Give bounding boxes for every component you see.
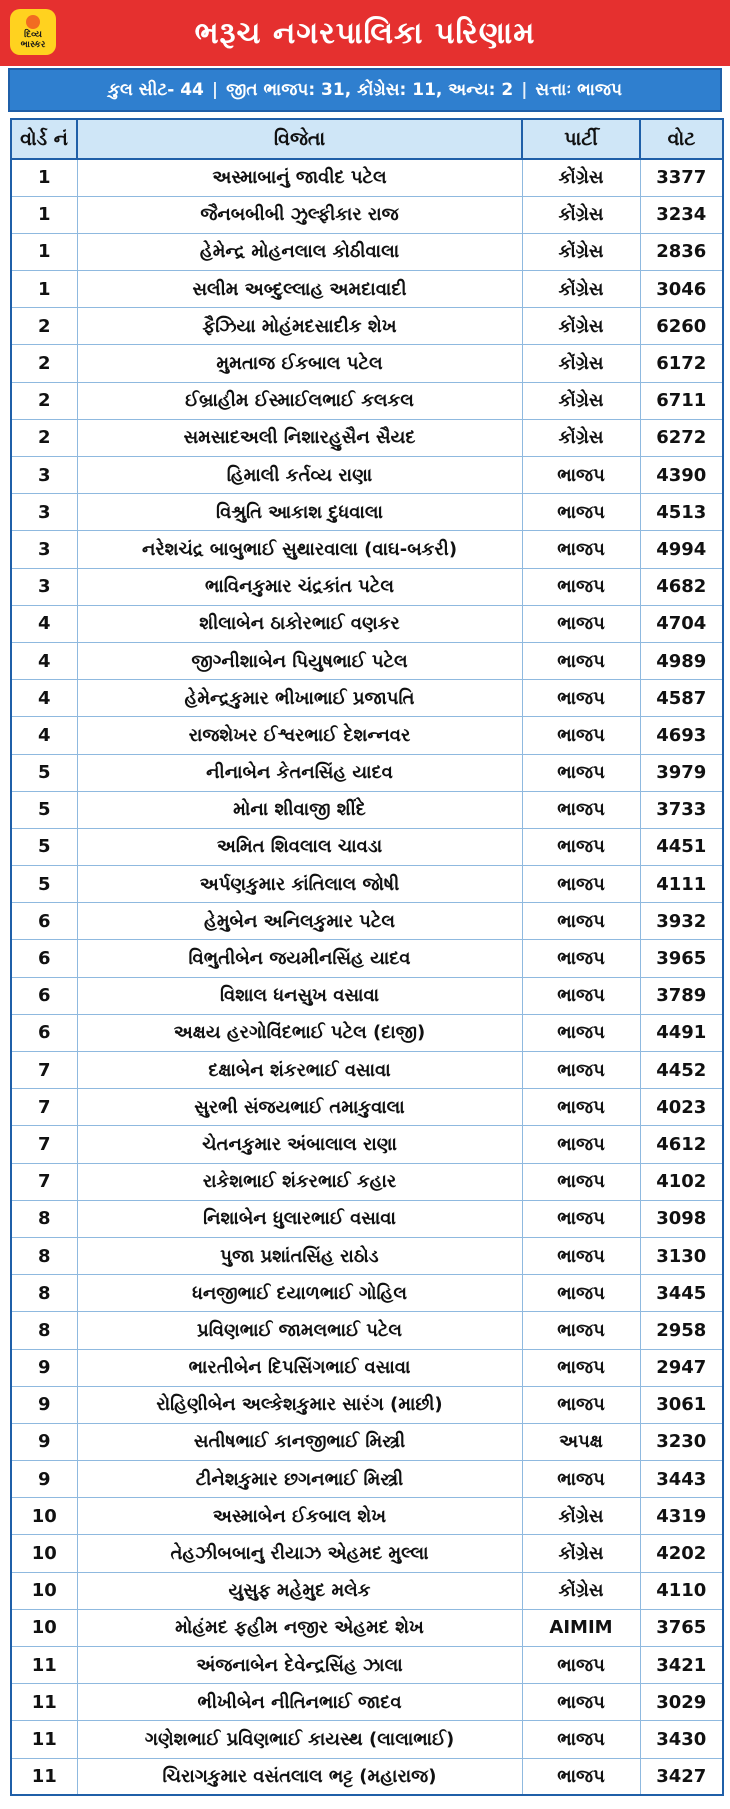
table-row [11, 828, 723, 865]
table-row [11, 1349, 723, 1386]
votes-cell: 4612 [640, 1126, 723, 1163]
winner-cell: ટીનેશકુમાર છગનભાઈ મિસ્ત્રી [77, 1461, 522, 1498]
table-row [11, 1609, 723, 1646]
winner-cell: અસ્માબાનું જાવીદ પટેલ [77, 159, 522, 196]
party-cell: ભાજપ [522, 903, 640, 940]
party-cell: AIMIM [522, 1609, 640, 1646]
winner-cell: ઈબ્રાહીમ ઈસ્માઈલભાઈ કલકલ [77, 382, 522, 419]
ward-cell: 10 [11, 1609, 77, 1646]
winner-cell: નીનાબેન કેતનસિંહ યાદવ [77, 754, 522, 791]
winner-cell: નિશાબેન ધુલારભાઈ વસાવા [77, 1200, 522, 1237]
party-cell: ભાજપ [522, 1312, 640, 1349]
table-row [11, 1163, 723, 1200]
party-cell: ભાજપ [522, 828, 640, 865]
party-cell: ભાજપ [522, 866, 640, 903]
ward-cell: 5 [11, 828, 77, 865]
ward-cell: 4 [11, 605, 77, 642]
ward-cell: 7 [11, 1126, 77, 1163]
table-row [11, 1461, 723, 1498]
winner-cell: દક્ષાબેન શંકરભાઈ વસાવા [77, 1052, 522, 1089]
winner-cell: હેમુબેન અનિલકુમાર પટેલ [77, 903, 522, 940]
table-row [11, 903, 723, 940]
table-row [11, 345, 723, 382]
table-row [11, 1312, 723, 1349]
party-cell: ભાજપ [522, 1237, 640, 1274]
table-row [11, 1089, 723, 1126]
summary-bar [8, 68, 722, 112]
winner-cell: રોહિણીબેન અલ્કેશકુમાર સારંગ (માછી) [77, 1386, 522, 1423]
column-header-party: પાર્ટી [522, 119, 640, 159]
party-cell: ભાજપ [522, 1349, 640, 1386]
winner-cell: ધનજીભાઈ દયાળભાઈ ગોહિલ [77, 1275, 522, 1312]
sun-icon [26, 15, 40, 29]
party-cell: ભાજપ [522, 1758, 640, 1795]
ward-cell: 10 [11, 1572, 77, 1609]
party-cell: કોંગ્રેસ [522, 308, 640, 345]
table-row [11, 1721, 723, 1758]
table-row [11, 494, 723, 531]
table-row [11, 866, 723, 903]
winner-cell: જીગ્નીશાબેન પિયુષભાઈ પટેલ [77, 642, 522, 679]
table-row [11, 159, 723, 196]
table-row [11, 531, 723, 568]
votes-cell: 4704 [640, 605, 723, 642]
winner-cell: અંજનાબેન દેવેન્દ્રસિંહ ઝાલા [77, 1647, 522, 1684]
ward-cell: 6 [11, 977, 77, 1014]
votes-cell: 4994 [640, 531, 723, 568]
party-cell: કોંગ્રેસ [522, 159, 640, 196]
party-wins: જીત ભાજપ: 31, કોંગ્રેસ: 11, અન્ય: 2 [226, 80, 514, 100]
table-row [11, 1535, 723, 1572]
table-row [11, 717, 723, 754]
party-cell: ભાજપ [522, 1275, 640, 1312]
ward-cell: 3 [11, 531, 77, 568]
winner-cell: સમસાદઅલી નિશારહુસૈન સૈયદ [77, 419, 522, 456]
table-row [11, 1052, 723, 1089]
votes-cell: 3377 [640, 159, 723, 196]
votes-cell: 3230 [640, 1423, 723, 1460]
ward-cell: 7 [11, 1089, 77, 1126]
party-cell: ભાજપ [522, 940, 640, 977]
ward-cell: 7 [11, 1052, 77, 1089]
party-cell: ભાજપ [522, 977, 640, 1014]
table-row [11, 1275, 723, 1312]
party-cell: ભાજપ [522, 717, 640, 754]
votes-cell: 2947 [640, 1349, 723, 1386]
ward-cell: 2 [11, 308, 77, 345]
ward-cell: 8 [11, 1237, 77, 1274]
winner-cell: ફૈઝિયા મોહંમદસાદીક શેખ [77, 308, 522, 345]
table-row [11, 1014, 723, 1051]
brand-logo [10, 9, 56, 55]
party-cell: ભાજપ [522, 568, 640, 605]
votes-cell: 3029 [640, 1684, 723, 1721]
party-cell: ભાજપ [522, 1461, 640, 1498]
ward-cell: 3 [11, 457, 77, 494]
winner-cell: રાકેશભાઈ શંકરભાઈ કહાર [77, 1163, 522, 1200]
logo-text-line2: ભાસ્કર [20, 39, 46, 50]
winner-cell: જૈનબબીબી ઝુલ્ફીકાર રાજ [77, 196, 522, 233]
winner-cell: સતીષભાઈ કાનજીભાઈ મિસ્ત્રી [77, 1423, 522, 1460]
ruling-party: સત્તાઃ ભાજપ [535, 80, 623, 100]
winner-cell: હિમાલી કર્તવ્ય રાણા [77, 457, 522, 494]
table-row [11, 791, 723, 828]
party-cell: ભાજપ [522, 680, 640, 717]
header-banner [0, 0, 730, 66]
votes-cell: 3061 [640, 1386, 723, 1423]
table-row [11, 1423, 723, 1460]
ward-cell: 11 [11, 1647, 77, 1684]
votes-cell: 4451 [640, 828, 723, 865]
ward-cell: 10 [11, 1498, 77, 1535]
ward-cell: 9 [11, 1386, 77, 1423]
votes-cell: 3733 [640, 791, 723, 828]
total-seats: કુલ સીટ- 44 [107, 80, 204, 100]
winner-cell: શીલાબેન ઠાકોરભાઈ વણકર [77, 605, 522, 642]
votes-cell: 3765 [640, 1609, 723, 1646]
party-cell: અપક્ષ [522, 1423, 640, 1460]
table-row [11, 457, 723, 494]
votes-cell: 3965 [640, 940, 723, 977]
ward-cell: 8 [11, 1275, 77, 1312]
ward-cell: 10 [11, 1535, 77, 1572]
votes-cell: 6711 [640, 382, 723, 419]
table-row [11, 419, 723, 456]
party-cell: ભાજપ [522, 791, 640, 828]
votes-cell: 4587 [640, 680, 723, 717]
ward-cell: 1 [11, 196, 77, 233]
winner-cell: પુજા પ્રશાંતસિંહ રાઠોડ [77, 1237, 522, 1274]
ward-cell: 8 [11, 1200, 77, 1237]
winner-cell: ભાવિનકુમાર ચંદ્રકાંત પટેલ [77, 568, 522, 605]
separator: | [521, 80, 528, 100]
winner-cell: હેમેન્દ્ર મોહનલાલ કોઠીવાલા [77, 233, 522, 270]
results-table [10, 118, 724, 1796]
party-cell: ભાજપ [522, 1386, 640, 1423]
table-row [11, 977, 723, 1014]
table-row [11, 568, 723, 605]
winner-cell: પ્રવિણભાઈ જામલભાઈ પટેલ [77, 1312, 522, 1349]
votes-cell: 4682 [640, 568, 723, 605]
party-cell: કોંગ્રેસ [522, 1535, 640, 1572]
winner-cell: મુમતાજ ઈકબાલ પટેલ [77, 345, 522, 382]
winner-cell: ભીખીબેન નીતિનભાઈ જાદવ [77, 1684, 522, 1721]
votes-cell: 4390 [640, 457, 723, 494]
column-header-winner: વિજેતા [77, 119, 522, 159]
ward-cell: 2 [11, 345, 77, 382]
ward-cell: 1 [11, 271, 77, 308]
table-row [11, 271, 723, 308]
winner-cell: વિશાલ ધનસુખ વસાવા [77, 977, 522, 1014]
party-cell: ભાજપ [522, 457, 640, 494]
ward-cell: 8 [11, 1312, 77, 1349]
votes-cell: 4693 [640, 717, 723, 754]
votes-cell: 4102 [640, 1163, 723, 1200]
ward-cell: 4 [11, 717, 77, 754]
table-row [11, 1498, 723, 1535]
votes-cell: 4491 [640, 1014, 723, 1051]
party-cell: ભાજપ [522, 1200, 640, 1237]
table-row [11, 1684, 723, 1721]
winner-cell: રાજશેખર ઈશ્વરભાઈ દેશન્નવર [77, 717, 522, 754]
ward-cell: 5 [11, 791, 77, 828]
table-row [11, 1758, 723, 1795]
winner-cell: યુસુફ મહેમુદ મલેક [77, 1572, 522, 1609]
party-cell: કોંગ્રેસ [522, 345, 640, 382]
party-cell: ભાજપ [522, 1089, 640, 1126]
ward-cell: 5 [11, 754, 77, 791]
party-cell: ભાજપ [522, 1721, 640, 1758]
table-row [11, 754, 723, 791]
ward-cell: 11 [11, 1684, 77, 1721]
table-row [11, 233, 723, 270]
party-cell: ભાજપ [522, 1014, 640, 1051]
votes-cell: 4319 [640, 1498, 723, 1535]
votes-cell: 3046 [640, 271, 723, 308]
page-title: ભરૂચ નગરપાલિકા પરિણામ [194, 15, 536, 51]
party-cell: ભાજપ [522, 494, 640, 531]
party-cell: ભાજપ [522, 531, 640, 568]
ward-cell: 3 [11, 494, 77, 531]
party-cell: કોંગ્રેસ [522, 1498, 640, 1535]
winner-cell: નરેશચંદ્ર બાબુભાઈ સુથારવાલા (વાઘ-બકરી) [77, 531, 522, 568]
table-row [11, 940, 723, 977]
table-row [11, 605, 723, 642]
votes-cell: 2958 [640, 1312, 723, 1349]
party-cell: ભાજપ [522, 1684, 640, 1721]
table-row [11, 1200, 723, 1237]
votes-cell: 3234 [640, 196, 723, 233]
votes-cell: 6172 [640, 345, 723, 382]
votes-cell: 6272 [640, 419, 723, 456]
ward-cell: 11 [11, 1758, 77, 1795]
votes-cell: 3789 [640, 977, 723, 1014]
winner-cell: ચેતનકુમાર અંબાલાલ રાણા [77, 1126, 522, 1163]
winner-cell: હેમેન્દ્રકુમાર ભીખાભાઈ પ્રજાપતિ [77, 680, 522, 717]
ward-cell: 6 [11, 903, 77, 940]
ward-cell: 2 [11, 382, 77, 419]
column-header-votes: વોટ [640, 119, 723, 159]
votes-cell: 3421 [640, 1647, 723, 1684]
table-header-row [11, 119, 723, 159]
winner-cell: સલીમ અબ્દુલ્લાહ અમદાવાદી [77, 271, 522, 308]
ward-cell: 4 [11, 642, 77, 679]
votes-cell: 4202 [640, 1535, 723, 1572]
party-cell: ભાજપ [522, 642, 640, 679]
ward-cell: 4 [11, 680, 77, 717]
party-cell: કોંગ્રેસ [522, 233, 640, 270]
winner-cell: ગણેશભાઈ પ્રવિણભાઈ કાયસ્થ (લાલાભાઈ) [77, 1721, 522, 1758]
winner-cell: અમિત શિવલાલ ચાવડા [77, 828, 522, 865]
votes-cell: 4111 [640, 866, 723, 903]
ward-cell: 9 [11, 1423, 77, 1460]
winner-cell: ચિરાગકુમાર વસંતલાલ ભટ્ટ (મહારાજ) [77, 1758, 522, 1795]
winner-cell: મોહંમદ ફહીમ નજીર એહમદ શેખ [77, 1609, 522, 1646]
votes-cell: 4989 [640, 642, 723, 679]
party-cell: ભાજપ [522, 605, 640, 642]
table-row [11, 308, 723, 345]
winner-cell: વિભુતીબેન જયમીનસિંહ યાદવ [77, 940, 522, 977]
votes-cell: 3427 [640, 1758, 723, 1795]
table-body [11, 159, 723, 1795]
party-cell: ભાજપ [522, 754, 640, 791]
ward-cell: 9 [11, 1349, 77, 1386]
ward-cell: 7 [11, 1163, 77, 1200]
table-row [11, 680, 723, 717]
votes-cell: 3430 [640, 1721, 723, 1758]
votes-cell: 6260 [640, 308, 723, 345]
winner-cell: સુરભી સંજયભાઈ તમાકુવાલા [77, 1089, 522, 1126]
ward-cell: 5 [11, 866, 77, 903]
party-cell: ભાજપ [522, 1163, 640, 1200]
party-cell: કોંગ્રેસ [522, 419, 640, 456]
ward-cell: 1 [11, 159, 77, 196]
party-cell: ભાજપ [522, 1052, 640, 1089]
winner-cell: મોના શીવાજી શીંદે [77, 791, 522, 828]
column-header-ward: વોર્ડ નં [11, 119, 77, 159]
votes-cell: 3932 [640, 903, 723, 940]
separator: | [211, 80, 219, 100]
ward-cell: 6 [11, 1014, 77, 1051]
ward-cell: 3 [11, 568, 77, 605]
table-row [11, 1647, 723, 1684]
party-cell: ભાજપ [522, 1647, 640, 1684]
party-cell: કોંગ્રેસ [522, 1572, 640, 1609]
winner-cell: અર્પણકુમાર કાંતિલાલ જોષી [77, 866, 522, 903]
winner-cell: તેહઝીબબાનુ રીયાઝ એહમદ મુલ્લા [77, 1535, 522, 1572]
winner-cell: અક્ષય હરગોવિંદભાઈ પટેલ (દાજી) [77, 1014, 522, 1051]
table-row [11, 642, 723, 679]
party-cell: કોંગ્રેસ [522, 196, 640, 233]
table-row [11, 1126, 723, 1163]
votes-cell: 2836 [640, 233, 723, 270]
table-row [11, 382, 723, 419]
winner-cell: અસ્માબેન ઈકબાલ શેખ [77, 1498, 522, 1535]
table-row [11, 196, 723, 233]
ward-cell: 6 [11, 940, 77, 977]
votes-cell: 4110 [640, 1572, 723, 1609]
votes-cell: 4452 [640, 1052, 723, 1089]
winner-cell: વિશ્રુતિ આકાશ દુધવાલા [77, 494, 522, 531]
votes-cell: 3130 [640, 1237, 723, 1274]
party-cell: કોંગ્રેસ [522, 382, 640, 419]
votes-cell: 3443 [640, 1461, 723, 1498]
votes-cell: 3445 [640, 1275, 723, 1312]
table-row [11, 1386, 723, 1423]
party-cell: કોંગ્રેસ [522, 271, 640, 308]
ward-cell: 9 [11, 1461, 77, 1498]
ward-cell: 2 [11, 419, 77, 456]
votes-cell: 4023 [640, 1089, 723, 1126]
votes-cell: 3979 [640, 754, 723, 791]
votes-cell: 3098 [640, 1200, 723, 1237]
winner-cell: ભારતીબેન દિપસિંગભાઈ વસાવા [77, 1349, 522, 1386]
table-row [11, 1572, 723, 1609]
ward-cell: 11 [11, 1721, 77, 1758]
ward-cell: 1 [11, 233, 77, 270]
votes-cell: 4513 [640, 494, 723, 531]
party-cell: ભાજપ [522, 1126, 640, 1163]
logo-text-line1: દિવ્ય [24, 29, 42, 40]
table-row [11, 1237, 723, 1274]
